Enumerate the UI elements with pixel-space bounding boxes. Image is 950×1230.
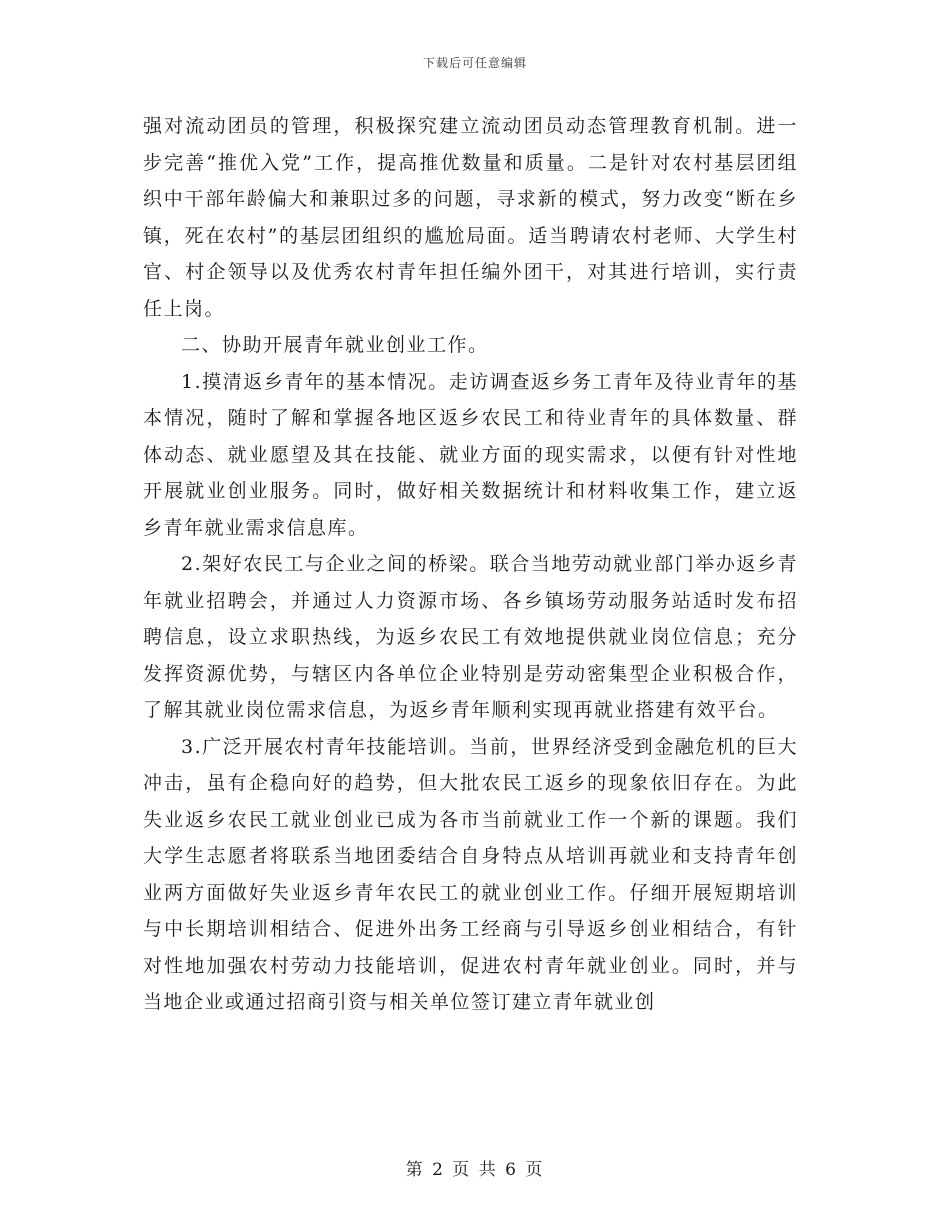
paragraph-item-3: 3.广泛开展农村青年技能培训。当前，世界经济受到金融危机的巨大冲击，虽有企稳向好的趋势，但大批农民工返乡的现象依旧存在。为此失业返乡农民工就业创业已成为各市当前就业工作一个新的课题。我们大学生志愿者将联系当地团委结合自身特点从培训再就业和支持青年创业两方面做好失业返乡青年农民工的就业创业工作。仔细开展短期培训与中长期培训相结合、促进外出务工经商与引导返乡创业相结合，有针对性地加强农村劳动力技能培训，促进农村青年就业创业。同时，并与当地企业或通过招商引资与相关单位签订建立青年就业创: [143, 735, 798, 1013]
page-footer: [0, 1155, 950, 1180]
footer-middle: 页 共: [452, 1160, 498, 1180]
footer-suffix: 页: [525, 1160, 545, 1180]
footer-prefix: 第: [405, 1160, 425, 1180]
page-header: 下载后可任意编辑: [422, 56, 527, 70]
paragraph-item-2: 2.架好农民工与企业之间的桥梁。联合当地劳动就业部门举办返乡青年就业招聘会，并通过人力资源市场、各乡镇场劳动服务站适时发布招聘信息，设立求职热线，为返乡农民工有效地提供就业岗位信息；充分发挥资源优势，与辖区内各单位企业特别是劳动密集型企业积极合作，了解其就业岗位需求信息，为返乡青年顺利实现再就业搭建有效平台。: [143, 553, 798, 721]
paragraph-item-1: 1.摸清返乡青年的基本情况。走访调查返乡务工青年及待业青年的基本情况，随时了解和掌握各地区返乡农民工和待业青年的具体数量、群体动态、就业愿望及其在技能、就业方面的现实需求，以便有针对性地开展就业创业服务。同时，做好相关数据统计和材料收集工作，建立返乡青年就业需求信息库。: [143, 370, 798, 539]
paragraph-continued: 强对流动团员的管理，积极探究建立流动团员动态管理教育机制。进一步完善“推优入党”工作，提高推优数量和质量。二是针对农村基层团组织中干部年龄偏大和兼职过多的问题，寻求新的模式，努力改变“断在乡镇，死在农村”的基层团组织的尴尬局面。适当聘请农村老师、大学生村官、村企领导以及优秀农村青年担任编外团干，对其进行培训，实行责任上岗。: [143, 115, 798, 320]
section-heading: 二、协助开展青年就业创业工作。: [181, 334, 489, 356]
footer-total-pages: 6: [505, 1160, 518, 1180]
footer-current-page: 2: [432, 1160, 445, 1180]
document-body: [143, 108, 798, 1021]
